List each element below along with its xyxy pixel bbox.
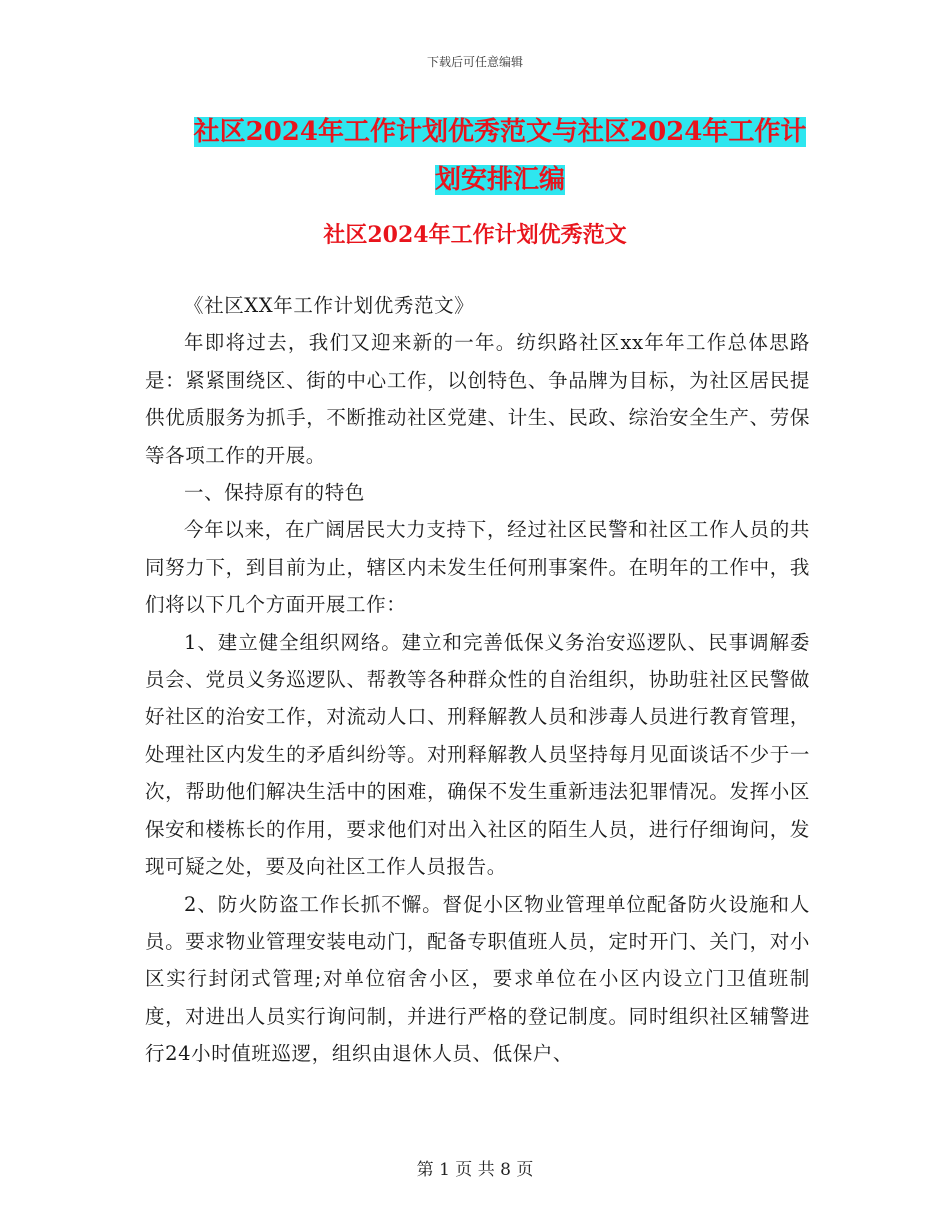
paragraph-heading-1: 一、保持原有的特色 xyxy=(184,481,365,505)
document-body xyxy=(145,287,810,1073)
paragraph-item-1: 1、建立健全组织网络。建立和完善低保义务治安巡逻队、民事调解委员会、党员义务巡逻队、帮教等各种群众性的自治组织，协助驻社区民警做好社区的治安工作，对流动人口、刑释解教人员和涉毒人员进行教育管理，处理社区内发生的矛盾纠纷等。对刑释解教人员坚持每月见面谈话不少于一次，帮助他们解决生活中的困难，确保不发生重新违法犯罪情况。发挥小区保安和楼栋长的作用，要求他们对出入社区的陌生人员，进行仔细询问，发现可疑之处，要及向社区工作人员报告。 xyxy=(145,630,810,879)
paragraph-item-2: 2、防火防盗工作长抓不懈。督促小区物业管理单位配备防火设施和人员。要求物业管理安装电动门，配备专职值班人员，定时开门、关门，对小区实行封闭式管理;对单位宿舍小区，要求单位在小区内设立门卫值班制度，对进出人员实行询问制，并进行严格的登记制度。同时组织社区辅警进行24小时值班巡逻，组织由退休人员、低保户、 xyxy=(145,892,810,1066)
main-title-line-2: 划安排汇编 xyxy=(434,165,565,195)
paragraph-book-title: 《社区XX年工作计划优秀范文》 xyxy=(184,294,475,317)
document-main-title xyxy=(140,108,860,204)
main-title-line-1: 社区2024年工作计划优秀范文与社区2024年工作计 xyxy=(193,117,807,147)
paragraph-intro: 年即将过去，我们又迎来新的一年。纺织路社区xx年年工作总体思路是：紧紧围绕区、街的中心工作，以创特色、争品牌为目标，为社区居民提供优质服务为抓手，不断推动社区党建、计生、民政、综治安全生产、劳保等各项工作的开展。 xyxy=(145,331,810,467)
paragraph-overview: 今年以来，在广阔居民大力支持下，经过社区民警和社区工作人员的共同努力下，到目前为止，辖区内未发生任何刑事案件。在明年的工作中，我们将以下几个方面开展工作： xyxy=(145,518,810,617)
page-number: 第 1 页 共 8 页 xyxy=(416,1160,534,1180)
section-title: 社区2024年工作计划优秀范文 xyxy=(323,222,627,248)
header-note: 下载后可任意编辑 xyxy=(426,55,523,69)
